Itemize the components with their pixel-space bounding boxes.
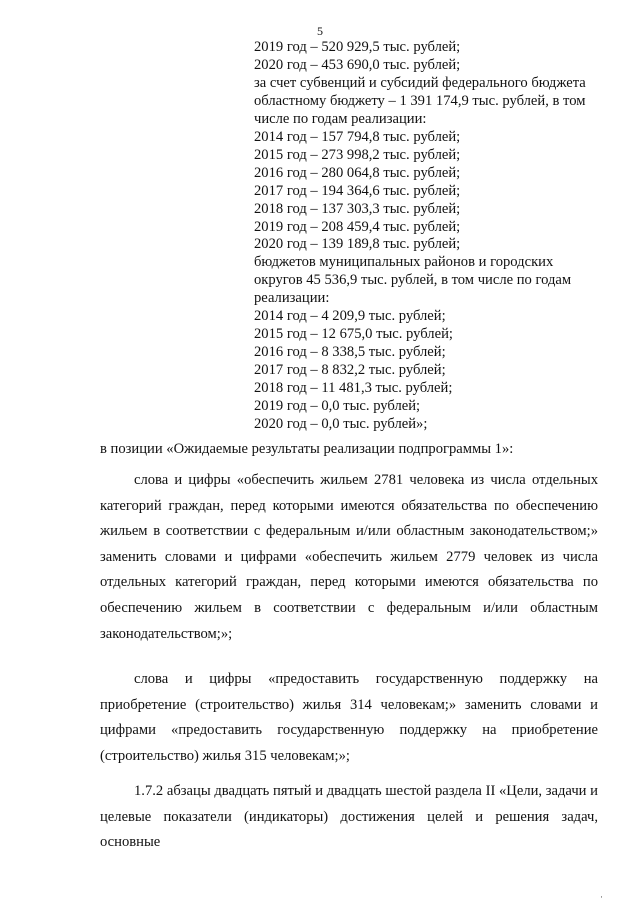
funding-line: 2018 год – 137 303,3 тыс. рублей;: [254, 200, 461, 217]
funding-line: 2017 год – 8 832,2 тыс. рублей;: [254, 362, 446, 379]
housing-replacement-paragraph: слова и цифры «обеспечить жильем 2781 человека из числа отдельных категорий граждан, перед которыми имеются обязательства по обеспечению жильем в соответствии с федеральным и/или областным законодательством;» заменить словами и цифрами «обеспечить жильем 2779 человек из числа отдельных категорий граждан, перед которыми имеются обязательства по обеспечению жильем в соответствии с федеральным и/или областным законодательством;»;: [100, 472, 598, 642]
funding-line: 2020 год – 0,0 тыс. рублей»;: [254, 416, 428, 433]
funding-line: 2016 год – 8 338,5 тыс. рублей;: [254, 344, 446, 361]
funding-line: 2019 год – 0,0 тыс. рублей;: [254, 398, 421, 415]
funding-line: 2018 год – 11 481,3 тыс. рублей;: [254, 380, 453, 397]
funding-line: 2015 год – 273 998,2 тыс. рублей;: [254, 146, 461, 163]
funding-line: 2014 год – 157 794,8 тыс. рублей;: [254, 128, 461, 145]
section-amendment-paragraph: 1.7.2 абзацы двадцать пятый и двадцать шестой раздела II «Цели, задачи и целевые показатели (индикаторы) достижения целей и решения задач, основные: [100, 783, 598, 851]
funding-line: за счет субвенций и субсидий федерального бюджета: [254, 74, 586, 91]
funding-line: 2014 год – 4 209,9 тыс. рублей;: [254, 308, 446, 325]
funding-line: 2017 год – 194 364,6 тыс. рублей;: [254, 182, 461, 199]
funding-line: числе по годам реализации:: [254, 110, 427, 127]
funding-line: 2016 год – 280 064,8 тыс. рублей;: [254, 164, 461, 181]
funding-breakdown: [254, 39, 614, 434]
funding-line: областному бюджету – 1 391 174,9 тыс. рублей, в том: [254, 92, 586, 109]
funding-line: 2015 год – 12 675,0 тыс. рублей;: [254, 326, 453, 343]
edge-mark: ·: [600, 892, 603, 902]
funding-line: реализации:: [254, 290, 330, 307]
support-replacement-paragraph: слова и цифры «предоставить государственную поддержку на приобретение (строительство) жилья 314 человекам;» заменить словами и цифрами «предоставить государственную поддержку на приобретение (строительство) жилья 315 человекам;»;: [100, 671, 598, 764]
funding-line: округов 45 536,9 тыс. рублей, в том числе по годам: [254, 272, 572, 289]
page-number: 5: [317, 24, 323, 38]
funding-line: бюджетов муниципальных районов и городских: [254, 254, 554, 271]
position-heading-line: в позиции «Ожидаемые результаты реализации подпрограммы 1»:: [100, 441, 514, 457]
funding-line: 2019 год – 208 459,4 тыс. рублей;: [254, 218, 461, 235]
funding-line: 2019 год – 520 929,5 тыс. рублей;: [254, 39, 461, 55]
funding-line: 2020 год – 453 690,0 тыс. рублей;: [254, 56, 461, 73]
funding-line: 2020 год – 139 189,8 тыс. рублей;: [254, 236, 461, 253]
